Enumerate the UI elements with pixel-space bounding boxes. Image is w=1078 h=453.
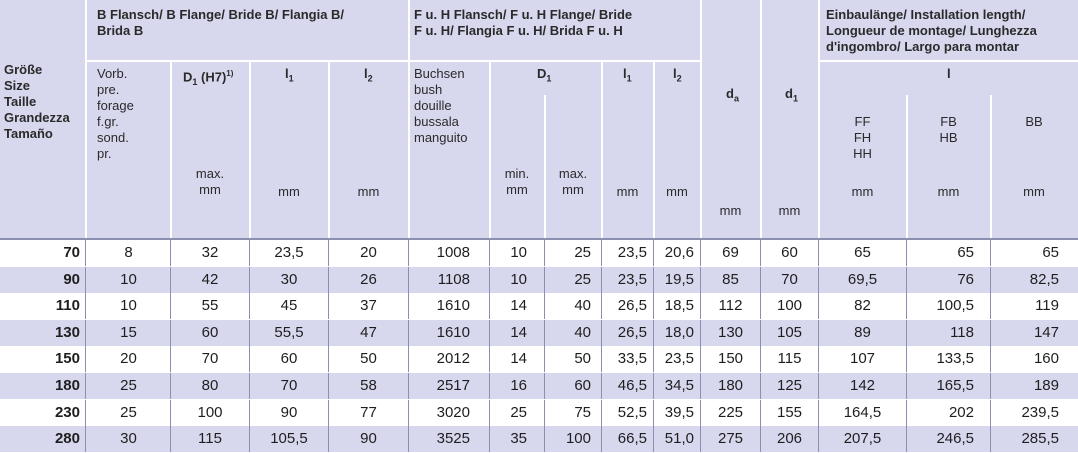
cell-divider [906, 240, 907, 266]
cell-divider [818, 426, 819, 452]
cell-divider [170, 426, 171, 452]
table-cell: 35 [510, 430, 527, 448]
cell-divider [906, 267, 907, 293]
table-cell: 14 [510, 350, 527, 368]
unit-label: max. mm [558, 166, 588, 197]
table-cell: 100 [197, 403, 223, 421]
cell-divider [818, 373, 819, 399]
cell-divider [170, 320, 171, 346]
table-cell: 65 [1042, 244, 1059, 261]
table-cell: 285,5 [1021, 430, 1059, 448]
cell-divider [408, 267, 409, 293]
cell-divider [653, 293, 654, 319]
table-cell: 60 [781, 244, 798, 261]
table-cell: 165,5 [936, 377, 974, 394]
cell-divider [249, 320, 250, 346]
table-cell: 89 [854, 323, 871, 341]
cell-divider [760, 400, 761, 426]
table-cell: 10 [510, 270, 527, 288]
cell-divider [653, 267, 654, 293]
cell-divider [601, 267, 602, 293]
cell-divider [653, 320, 654, 346]
table-cell: 45 [280, 297, 298, 315]
cell-divider [653, 400, 654, 426]
cell-divider [653, 346, 654, 372]
unit-label: mm [851, 184, 874, 199]
l-header: l [947, 66, 951, 81]
table-cell: 58 [360, 377, 377, 394]
cell-divider [544, 373, 545, 399]
cell-divider [249, 240, 250, 266]
cell-divider [408, 240, 409, 266]
cell-divider [760, 426, 761, 452]
table-cell: 164,5 [843, 403, 882, 421]
cell-divider [818, 346, 819, 372]
cell-divider [700, 400, 701, 426]
cell-divider [700, 293, 701, 319]
table-cell: 20,6 [664, 244, 694, 261]
col-sep [85, 0, 87, 238]
cell-divider [818, 320, 819, 346]
cell-divider [906, 293, 907, 319]
table-cell: 34,5 [664, 377, 694, 394]
table-cell: 70 [280, 377, 298, 394]
cell-divider [85, 426, 86, 452]
table-row [0, 320, 1078, 346]
table-cell: 76 [957, 270, 974, 288]
table-cell: 18,0 [664, 323, 694, 341]
cell-divider [249, 267, 250, 293]
table-cell: 19,5 [664, 270, 694, 288]
col-sep [249, 62, 251, 238]
table-cell: 14 [510, 297, 527, 315]
cell-divider [249, 373, 250, 399]
cell-divider [601, 240, 602, 266]
table-cell: 2517 [436, 377, 470, 394]
cell-divider [170, 373, 171, 399]
cell-divider [544, 293, 545, 319]
cell-divider [408, 293, 409, 319]
ff-header: FF FH HH [853, 114, 872, 161]
cell-divider [544, 240, 545, 266]
cell-divider [990, 240, 991, 266]
size-cell: 280 [54, 430, 80, 448]
cell-divider [990, 293, 991, 319]
cell-divider [408, 426, 409, 452]
table-cell: 107 [849, 350, 876, 368]
table-cell: 60 [280, 350, 298, 368]
table-cell: 60 [574, 377, 591, 394]
cell-divider [818, 293, 819, 319]
cell-divider [544, 267, 545, 293]
col-sep [489, 62, 491, 238]
table-cell: 25 [574, 270, 591, 288]
table-cell: 23,5 [617, 270, 647, 288]
table-cell: 246,5 [936, 430, 974, 448]
unit-label: mm [666, 184, 688, 199]
row-sep [85, 60, 700, 62]
cell-divider [489, 426, 490, 452]
table-cell: 37 [360, 297, 377, 315]
bb-header: BB [1025, 114, 1043, 129]
table-cell: 47 [360, 323, 377, 341]
cell-divider [990, 267, 991, 293]
table-cell: 25 [120, 377, 137, 394]
cell-divider [601, 293, 602, 319]
col-sep [328, 62, 330, 238]
table-cell: 40 [574, 323, 591, 341]
bush-l2-header: $l_2$ [673, 66, 682, 84]
cell-divider [544, 346, 545, 372]
cell-divider [170, 267, 171, 293]
col-sep [653, 62, 655, 238]
unit-label: mm [278, 184, 300, 199]
table-cell: 75 [574, 403, 591, 421]
table-cell: 3525 [436, 430, 470, 448]
cell-divider [700, 240, 701, 266]
table-cell: 10 [120, 297, 137, 315]
cell-divider [170, 240, 171, 266]
table-cell: 40 [574, 297, 591, 315]
table-cell: 105 [776, 323, 803, 341]
cell-divider [85, 240, 86, 266]
da-header: $d_a$ [726, 86, 739, 104]
cell-divider [408, 320, 409, 346]
table-cell: 133,5 [936, 350, 974, 368]
cell-divider [328, 320, 329, 346]
cell-divider [85, 320, 86, 346]
install-length-header: Einbaulänge/ Installation length/ Longueur de montage/ Lunghezza d'ingombro/ Largo para montar [826, 7, 1037, 54]
table-cell: 1008 [436, 244, 470, 261]
d1-header: $d_1$ [785, 86, 798, 104]
unit-label: max. mm [195, 166, 225, 197]
size-cell: 130 [54, 323, 80, 341]
cell-divider [906, 373, 907, 399]
unit-label: mm [719, 203, 742, 218]
unit-label: min. mm [504, 166, 530, 197]
table-cell: 42 [201, 270, 219, 288]
l1-header: $l_1$ [285, 66, 294, 84]
unit-label: mm [357, 184, 380, 199]
table-cell: 70 [781, 270, 798, 288]
cell-divider [760, 267, 761, 293]
table-cell: 66,5 [617, 430, 647, 448]
table-cell: 100 [776, 297, 803, 315]
unit-label: mm [616, 184, 639, 199]
table-cell: 25 [120, 403, 137, 421]
table-row [0, 240, 1078, 266]
cell-divider [760, 373, 761, 399]
table-cell: 155 [776, 403, 803, 421]
bush-header: Buchsen bush douille bussala manguito [414, 66, 468, 145]
table-cell: 2012 [436, 350, 470, 368]
cell-divider [408, 400, 409, 426]
table-cell: 50 [574, 350, 591, 368]
table-row [0, 373, 1078, 399]
cell-divider [249, 346, 250, 372]
row-sep [818, 60, 1078, 62]
table-cell: 26 [360, 270, 377, 288]
table-cell: 8 [124, 244, 133, 261]
table-cell: 80 [201, 377, 219, 394]
table-cell: 23,5 [664, 350, 694, 368]
cell-divider [818, 240, 819, 266]
cell-divider [653, 240, 654, 266]
l2-header: $l_2$ [364, 66, 373, 84]
table-cell: 14 [510, 323, 527, 341]
cell-divider [544, 400, 545, 426]
unit-label: mm [937, 184, 960, 199]
unit-label: mm [1023, 184, 1045, 199]
cell-divider [328, 400, 329, 426]
table-cell: 65 [957, 244, 974, 261]
table-cell: 65 [854, 244, 871, 261]
table-cell: 69,5 [847, 270, 878, 288]
cell-divider [328, 373, 329, 399]
table-cell: 225 [717, 403, 744, 421]
table-cell: 46,5 [617, 377, 647, 394]
table-row [0, 426, 1078, 452]
size-cell: 150 [54, 350, 80, 368]
table-cell: 25 [574, 244, 591, 261]
table-cell: 1108 [437, 270, 470, 288]
cell-divider [489, 267, 490, 293]
cell-divider [700, 346, 701, 372]
cell-divider [906, 346, 907, 372]
table-cell: 239,5 [1021, 403, 1059, 421]
table-cell: 18,5 [664, 297, 694, 315]
cell-divider [653, 373, 654, 399]
table-cell: 20 [360, 244, 377, 261]
cell-divider [818, 267, 819, 293]
cell-divider [760, 240, 761, 266]
cell-divider [328, 346, 329, 372]
cell-divider [760, 320, 761, 346]
table-cell: 32 [201, 244, 219, 261]
table-cell: 25 [510, 403, 527, 421]
cell-divider [489, 293, 490, 319]
cell-divider [906, 320, 907, 346]
table-cell: 125 [776, 377, 803, 394]
bush-l1-header: $l_1$ [623, 66, 632, 84]
cell-divider [700, 426, 701, 452]
table-row [0, 293, 1078, 319]
cell-divider [328, 267, 329, 293]
d1-h7-header: $D_1$ $(H7)^{1)}$ [183, 69, 234, 87]
table-cell: 202 [948, 403, 974, 421]
cell-divider [990, 320, 991, 346]
table-cell: 16 [510, 377, 527, 394]
fb-header: FB HB [939, 114, 958, 145]
table-cell: 82 [854, 297, 871, 315]
cell-divider [601, 320, 602, 346]
size-cell: 180 [54, 377, 80, 394]
cell-divider [601, 426, 602, 452]
table-cell: 160 [1033, 350, 1059, 368]
cell-divider [990, 426, 991, 452]
table-cell: 39,5 [664, 403, 694, 421]
flange-b-header: B Flansch/ B Flange/ Bride B/ Flangia B/ Brida B [97, 7, 345, 38]
cell-divider [906, 426, 907, 452]
size-header: Größe Size Taille Grandezza Tamaño [4, 62, 70, 141]
cell-divider [906, 400, 907, 426]
cell-divider [170, 400, 171, 426]
table-cell: 206 [776, 430, 803, 448]
cell-divider [170, 346, 171, 372]
table-cell: 147 [1033, 323, 1059, 341]
table-cell: 51,0 [664, 430, 694, 448]
cell-divider [408, 346, 409, 372]
table-cell: 100,5 [936, 297, 974, 315]
table-cell: 1610 [436, 323, 470, 341]
cell-divider [85, 400, 86, 426]
cell-divider [489, 373, 490, 399]
cell-divider [760, 293, 761, 319]
table-cell: 180 [717, 377, 744, 394]
table-cell: 52,5 [617, 403, 647, 421]
table-cell: 10 [120, 270, 137, 288]
table-cell: 77 [360, 403, 377, 421]
cell-divider [328, 293, 329, 319]
cell-divider [990, 373, 991, 399]
table-cell: 105,5 [270, 430, 308, 448]
bush-d1-header: $D_1$ [537, 66, 552, 84]
cell-divider [601, 373, 602, 399]
table-cell: 50 [360, 350, 377, 368]
table-cell: 82,5 [1029, 270, 1059, 288]
pre-bore-header: Vorb. pre. forage f.gr. sond. pr. [97, 66, 134, 161]
table-row [0, 267, 1078, 293]
cell-divider [760, 346, 761, 372]
cell-divider [489, 320, 490, 346]
size-cell: 110 [55, 297, 80, 315]
table-cell: 90 [360, 430, 377, 448]
cell-divider [328, 426, 329, 452]
table-cell: 20 [120, 350, 137, 368]
table-cell: 115 [198, 430, 222, 448]
table-cell: 115 [777, 350, 802, 368]
table-cell: 60 [201, 323, 219, 341]
table-cell: 112 [718, 297, 743, 315]
cell-divider [489, 240, 490, 266]
table-cell: 150 [717, 350, 744, 368]
table-cell: 33,5 [617, 350, 647, 368]
col-sep [408, 0, 410, 238]
table-cell: 119 [1035, 297, 1059, 315]
cell-divider [601, 346, 602, 372]
table-cell: 118 [950, 323, 974, 341]
size-cell: 70 [63, 244, 80, 261]
cell-divider [85, 267, 86, 293]
table-row [0, 400, 1078, 426]
cell-divider [990, 346, 991, 372]
table-cell: 23,5 [617, 244, 647, 261]
cell-divider [489, 400, 490, 426]
cell-divider [249, 293, 250, 319]
col-sep [170, 62, 172, 238]
cell-divider [170, 293, 171, 319]
size-cell: 230 [54, 403, 80, 421]
table-row [0, 346, 1078, 372]
col-sep [601, 62, 603, 238]
unit-label: mm [778, 203, 801, 218]
table-cell: 85 [722, 270, 739, 288]
table-cell: 69 [722, 244, 739, 261]
cell-divider [249, 400, 250, 426]
cell-divider [700, 267, 701, 293]
cell-divider [408, 373, 409, 399]
cell-divider [249, 426, 250, 452]
table-cell: 142 [849, 377, 876, 394]
cell-divider [489, 346, 490, 372]
flange-fh-header: F u. H Flansch/ F u. H Flange/ Bride F u. H/ Flangia F u. H/ Brida F u. H [414, 7, 633, 38]
cell-divider [85, 293, 86, 319]
table-cell: 90 [280, 403, 298, 421]
table-cell: 189 [1033, 377, 1059, 394]
cell-divider [990, 400, 991, 426]
cell-divider [700, 320, 701, 346]
cell-divider [601, 400, 602, 426]
table-cell: 207,5 [843, 430, 882, 448]
table-cell: 275 [717, 430, 744, 448]
table-cell: 30 [280, 270, 298, 288]
table-cell: 55 [201, 297, 219, 315]
table-cell: 30 [120, 430, 137, 448]
cell-divider [818, 400, 819, 426]
cell-divider [544, 320, 545, 346]
cell-divider [653, 426, 654, 452]
table-cell: 23,5 [274, 244, 304, 261]
table-cell: 26,5 [617, 323, 647, 341]
cell-divider [85, 346, 86, 372]
cell-divider [85, 373, 86, 399]
size-cell: 90 [63, 270, 80, 288]
table-cell: 10 [510, 244, 527, 261]
table-cell: 26,5 [617, 297, 647, 315]
table-cell: 1610 [436, 297, 470, 315]
table-cell: 55,5 [274, 323, 304, 341]
table-cell: 15 [120, 323, 137, 341]
table-cell: 100 [565, 430, 591, 448]
cell-divider [328, 240, 329, 266]
cell-divider [700, 373, 701, 399]
table-cell: 130 [717, 323, 744, 341]
table-cell: 70 [201, 350, 219, 368]
cell-divider [544, 426, 545, 452]
table-cell: 3020 [436, 403, 470, 421]
